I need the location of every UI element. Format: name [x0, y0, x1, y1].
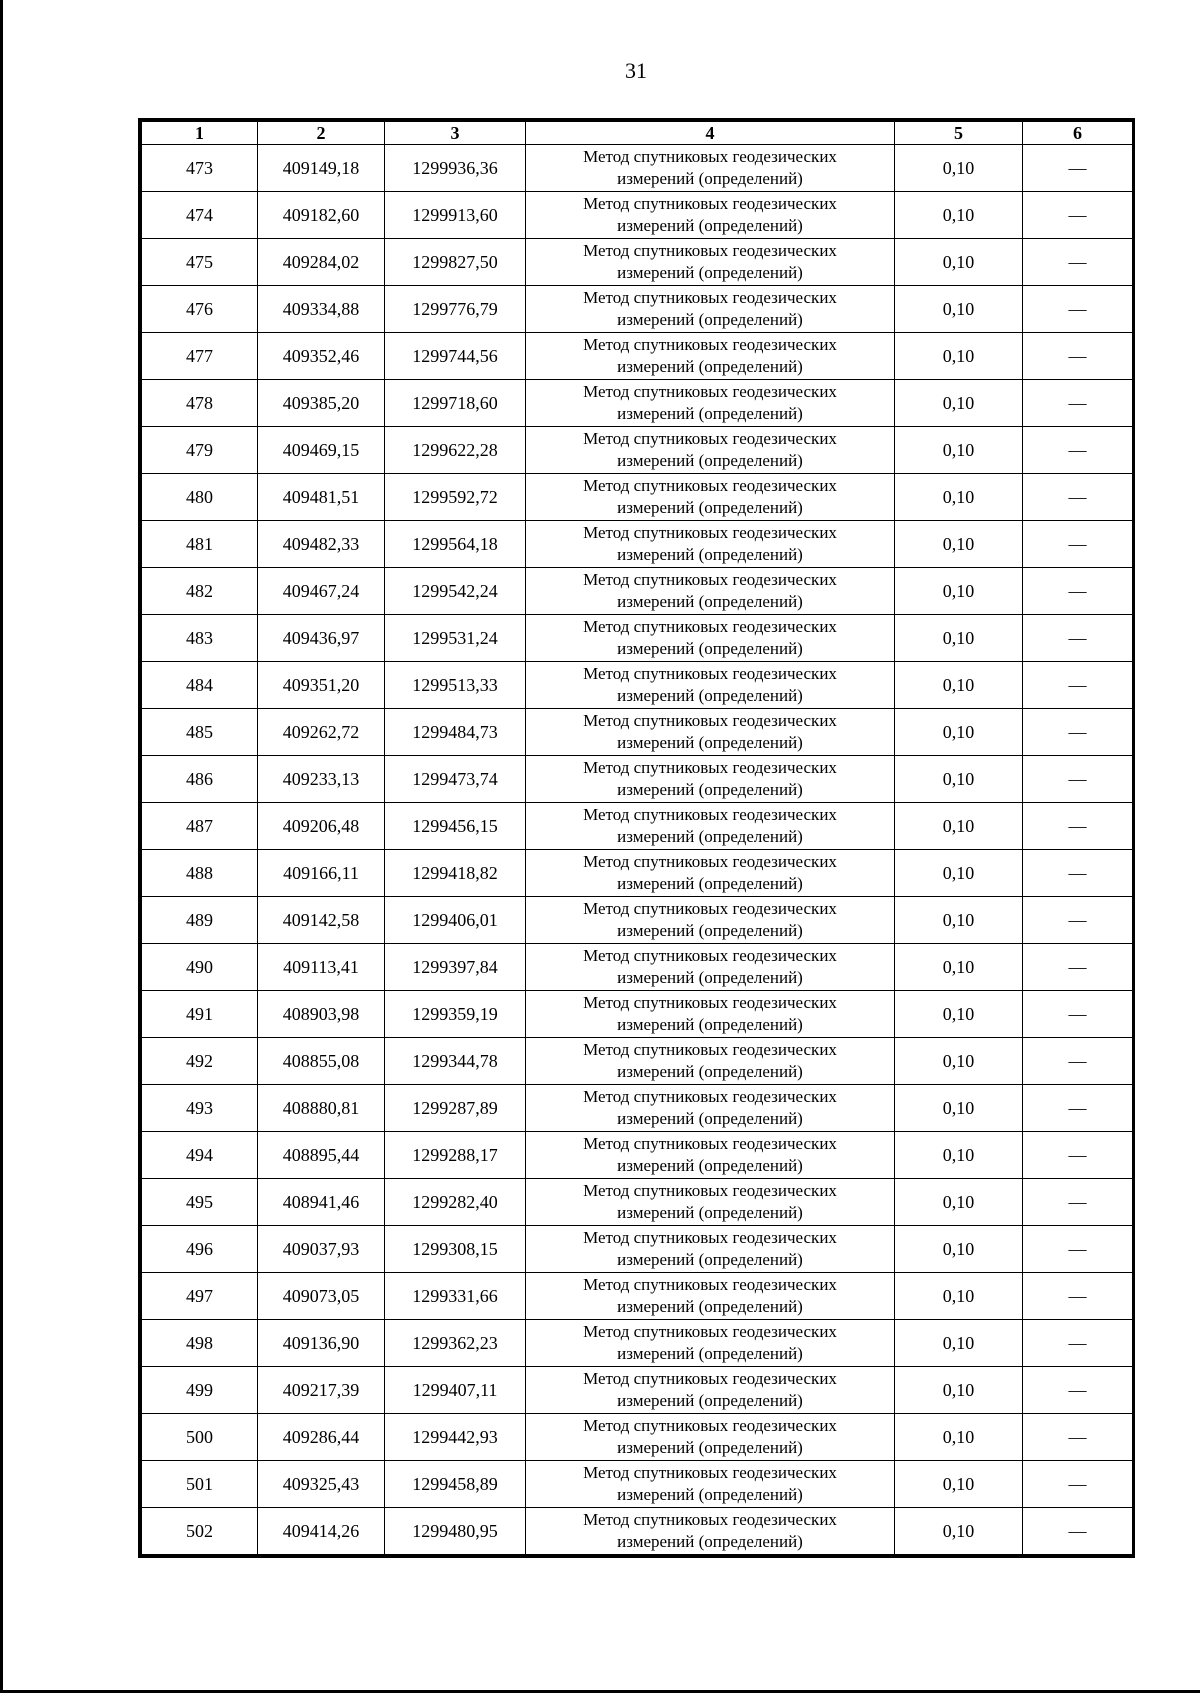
header-cell: 3	[385, 122, 526, 145]
point-number-cell: 501	[142, 1461, 258, 1508]
note-cell: —	[1023, 1038, 1133, 1085]
table-row	[142, 709, 1133, 756]
method-line-1: Метод спутниковых геодезических	[583, 1134, 837, 1153]
method-cell	[526, 380, 895, 427]
accuracy-cell: 0,10	[895, 1226, 1023, 1273]
note-cell: —	[1023, 145, 1133, 192]
accuracy-cell: 0,10	[895, 1461, 1023, 1508]
point-number-cell: 473	[142, 145, 258, 192]
note-cell: —	[1023, 709, 1133, 756]
table-row	[142, 427, 1133, 474]
y-coordinate-cell: 1299542,24	[385, 568, 526, 615]
header-cell: 2	[258, 122, 385, 145]
x-coordinate-cell: 409073,05	[258, 1273, 385, 1320]
accuracy-cell: 0,10	[895, 380, 1023, 427]
x-coordinate-cell: 408880,81	[258, 1085, 385, 1132]
method-line-1: Метод спутниковых геодезических	[583, 1369, 837, 1388]
method-line-2: измерений (определений)	[617, 733, 803, 752]
y-coordinate-cell: 1299592,72	[385, 474, 526, 521]
method-line-1: Метод спутниковых геодезических	[583, 711, 837, 730]
x-coordinate-cell: 409113,41	[258, 944, 385, 991]
note-cell: —	[1023, 474, 1133, 521]
method-cell	[526, 709, 895, 756]
method-line-1: Метод спутниковых геодезических	[583, 523, 837, 542]
x-coordinate-cell: 409284,02	[258, 239, 385, 286]
method-cell	[526, 803, 895, 850]
point-number-cell: 478	[142, 380, 258, 427]
note-cell: —	[1023, 1179, 1133, 1226]
accuracy-cell: 0,10	[895, 662, 1023, 709]
table-row	[142, 850, 1133, 897]
method-cell	[526, 662, 895, 709]
note-cell: —	[1023, 286, 1133, 333]
point-number-cell: 494	[142, 1132, 258, 1179]
method-cell	[526, 239, 895, 286]
accuracy-cell: 0,10	[895, 944, 1023, 991]
y-coordinate-cell: 1299913,60	[385, 192, 526, 239]
note-cell: —	[1023, 1273, 1133, 1320]
coordinates-table	[141, 121, 1133, 1555]
coordinates-table-frame	[138, 118, 1135, 1558]
point-number-cell: 483	[142, 615, 258, 662]
table-row	[142, 1038, 1133, 1085]
note-cell: —	[1023, 1508, 1133, 1555]
method-line-2: измерений (определений)	[617, 310, 803, 329]
method-cell	[526, 944, 895, 991]
table-row	[142, 1367, 1133, 1414]
method-cell	[526, 1461, 895, 1508]
method-line-2: измерений (определений)	[617, 1015, 803, 1034]
method-line-2: измерений (определений)	[617, 169, 803, 188]
point-number-cell: 495	[142, 1179, 258, 1226]
method-line-1: Метод спутниковых геодезических	[583, 241, 837, 260]
method-line-1: Метод спутниковых геодезических	[583, 1181, 837, 1200]
point-number-cell: 486	[142, 756, 258, 803]
point-number-cell: 499	[142, 1367, 258, 1414]
point-number-cell: 496	[142, 1226, 258, 1273]
point-number-cell: 480	[142, 474, 258, 521]
accuracy-cell: 0,10	[895, 239, 1023, 286]
method-line-2: измерений (определений)	[617, 921, 803, 940]
x-coordinate-cell: 409334,88	[258, 286, 385, 333]
note-cell: —	[1023, 427, 1133, 474]
x-coordinate-cell: 408895,44	[258, 1132, 385, 1179]
header-cell: 5	[895, 122, 1023, 145]
method-line-1: Метод спутниковых геодезических	[583, 1416, 837, 1435]
note-cell: —	[1023, 1085, 1133, 1132]
method-line-1: Метод спутниковых геодезических	[583, 617, 837, 636]
y-coordinate-cell: 1299936,36	[385, 145, 526, 192]
table-row	[142, 944, 1133, 991]
method-line-1: Метод спутниковых геодезических	[583, 288, 837, 307]
method-line-2: измерений (определений)	[617, 545, 803, 564]
method-line-2: измерений (определений)	[617, 263, 803, 282]
method-line-1: Метод спутниковых геодезических	[583, 664, 837, 683]
method-line-1: Метод спутниковых геодезических	[583, 993, 837, 1012]
x-coordinate-cell: 408855,08	[258, 1038, 385, 1085]
point-number-cell: 497	[142, 1273, 258, 1320]
method-line-2: измерений (определений)	[617, 639, 803, 658]
y-coordinate-cell: 1299406,01	[385, 897, 526, 944]
x-coordinate-cell: 408903,98	[258, 991, 385, 1038]
method-cell	[526, 1367, 895, 1414]
method-cell	[526, 286, 895, 333]
table-row	[142, 333, 1133, 380]
accuracy-cell: 0,10	[895, 1179, 1023, 1226]
method-line-1: Метод спутниковых геодезических	[583, 1463, 837, 1482]
x-coordinate-cell: 409325,43	[258, 1461, 385, 1508]
method-line-2: измерений (определений)	[617, 1062, 803, 1081]
table-row	[142, 1273, 1133, 1320]
note-cell: —	[1023, 662, 1133, 709]
method-cell	[526, 521, 895, 568]
accuracy-cell: 0,10	[895, 286, 1023, 333]
x-coordinate-cell: 409467,24	[258, 568, 385, 615]
note-cell: —	[1023, 380, 1133, 427]
point-number-cell: 502	[142, 1508, 258, 1555]
method-cell	[526, 1132, 895, 1179]
method-cell	[526, 1179, 895, 1226]
y-coordinate-cell: 1299458,89	[385, 1461, 526, 1508]
method-cell	[526, 897, 895, 944]
table-row	[142, 1508, 1133, 1555]
y-coordinate-cell: 1299776,79	[385, 286, 526, 333]
note-cell: —	[1023, 1414, 1133, 1461]
accuracy-cell: 0,10	[895, 897, 1023, 944]
y-coordinate-cell: 1299397,84	[385, 944, 526, 991]
method-line-2: измерений (определений)	[617, 1109, 803, 1128]
y-coordinate-cell: 1299744,56	[385, 333, 526, 380]
x-coordinate-cell: 409352,46	[258, 333, 385, 380]
point-number-cell: 488	[142, 850, 258, 897]
table-row	[142, 145, 1133, 192]
x-coordinate-cell: 409206,48	[258, 803, 385, 850]
accuracy-cell: 0,10	[895, 1038, 1023, 1085]
point-number-cell: 474	[142, 192, 258, 239]
method-line-2: измерений (определений)	[617, 216, 803, 235]
method-cell	[526, 1508, 895, 1555]
note-cell: —	[1023, 756, 1133, 803]
x-coordinate-cell: 409286,44	[258, 1414, 385, 1461]
method-cell	[526, 756, 895, 803]
method-line-2: измерений (определений)	[617, 1156, 803, 1175]
method-line-2: измерений (определений)	[617, 1250, 803, 1269]
point-number-cell: 481	[142, 521, 258, 568]
accuracy-cell: 0,10	[895, 709, 1023, 756]
accuracy-cell: 0,10	[895, 1367, 1023, 1414]
accuracy-cell: 0,10	[895, 333, 1023, 380]
point-number-cell: 491	[142, 991, 258, 1038]
table-row	[142, 991, 1133, 1038]
table-row	[142, 897, 1133, 944]
x-coordinate-cell: 409182,60	[258, 192, 385, 239]
table-row	[142, 615, 1133, 662]
y-coordinate-cell: 1299288,17	[385, 1132, 526, 1179]
x-coordinate-cell: 409037,93	[258, 1226, 385, 1273]
note-cell: —	[1023, 1461, 1133, 1508]
note-cell: —	[1023, 944, 1133, 991]
note-cell: —	[1023, 1226, 1133, 1273]
y-coordinate-cell: 1299331,66	[385, 1273, 526, 1320]
table-row	[142, 1132, 1133, 1179]
y-coordinate-cell: 1299308,15	[385, 1226, 526, 1273]
scan-edge-left	[0, 0, 3, 1693]
point-number-cell: 498	[142, 1320, 258, 1367]
y-coordinate-cell: 1299282,40	[385, 1179, 526, 1226]
point-number-cell: 476	[142, 286, 258, 333]
point-number-cell: 475	[142, 239, 258, 286]
y-coordinate-cell: 1299531,24	[385, 615, 526, 662]
point-number-cell: 492	[142, 1038, 258, 1085]
accuracy-cell: 0,10	[895, 1320, 1023, 1367]
method-line-1: Метод спутниковых геодезических	[583, 194, 837, 213]
y-coordinate-cell: 1299480,95	[385, 1508, 526, 1555]
method-line-1: Метод спутниковых геодезических	[583, 1510, 837, 1529]
y-coordinate-cell: 1299287,89	[385, 1085, 526, 1132]
method-cell	[526, 1273, 895, 1320]
method-line-1: Метод спутниковых геодезических	[583, 147, 837, 166]
method-line-1: Метод спутниковых геодезических	[583, 899, 837, 918]
x-coordinate-cell: 409217,39	[258, 1367, 385, 1414]
x-coordinate-cell: 408941,46	[258, 1179, 385, 1226]
x-coordinate-cell: 409149,18	[258, 145, 385, 192]
point-number-cell: 484	[142, 662, 258, 709]
note-cell: —	[1023, 1320, 1133, 1367]
header-cell: 1	[142, 122, 258, 145]
method-line-2: измерений (определений)	[617, 1438, 803, 1457]
method-line-2: измерений (определений)	[617, 592, 803, 611]
accuracy-cell: 0,10	[895, 568, 1023, 615]
note-cell: —	[1023, 192, 1133, 239]
point-number-cell: 479	[142, 427, 258, 474]
x-coordinate-cell: 409142,58	[258, 897, 385, 944]
method-cell	[526, 1320, 895, 1367]
method-line-1: Метод спутниковых геодезических	[583, 570, 837, 589]
x-coordinate-cell: 409136,90	[258, 1320, 385, 1367]
x-coordinate-cell: 409233,13	[258, 756, 385, 803]
point-number-cell: 489	[142, 897, 258, 944]
method-line-2: измерений (определений)	[617, 1203, 803, 1222]
header-cell: 4	[526, 122, 895, 145]
table-row	[142, 1085, 1133, 1132]
table-row	[142, 474, 1133, 521]
method-line-2: измерений (определений)	[617, 357, 803, 376]
accuracy-cell: 0,10	[895, 521, 1023, 568]
table-row	[142, 192, 1133, 239]
method-line-2: измерений (определений)	[617, 968, 803, 987]
note-cell: —	[1023, 803, 1133, 850]
table-row	[142, 521, 1133, 568]
x-coordinate-cell: 409385,20	[258, 380, 385, 427]
method-line-1: Метод спутниковых геодезических	[583, 382, 837, 401]
method-line-1: Метод спутниковых геодезических	[583, 1040, 837, 1059]
table-row	[142, 1179, 1133, 1226]
method-line-2: измерений (определений)	[617, 780, 803, 799]
method-line-1: Метод спутниковых геодезических	[583, 335, 837, 354]
point-number-cell: 500	[142, 1414, 258, 1461]
note-cell: —	[1023, 1367, 1133, 1414]
header-cell: 6	[1023, 122, 1133, 145]
note-cell: —	[1023, 521, 1133, 568]
point-number-cell: 485	[142, 709, 258, 756]
table-row	[142, 1320, 1133, 1367]
x-coordinate-cell: 409351,20	[258, 662, 385, 709]
method-cell	[526, 850, 895, 897]
table-row	[142, 803, 1133, 850]
y-coordinate-cell: 1299418,82	[385, 850, 526, 897]
point-number-cell: 482	[142, 568, 258, 615]
table-row	[142, 756, 1133, 803]
method-line-2: измерений (определений)	[617, 498, 803, 517]
method-line-2: измерений (определений)	[617, 874, 803, 893]
x-coordinate-cell: 409436,97	[258, 615, 385, 662]
y-coordinate-cell: 1299484,73	[385, 709, 526, 756]
table-header-row	[142, 122, 1133, 145]
table-body	[142, 145, 1133, 1555]
y-coordinate-cell: 1299362,23	[385, 1320, 526, 1367]
table-row	[142, 568, 1133, 615]
method-line-1: Метод спутниковых геодезических	[583, 946, 837, 965]
accuracy-cell: 0,10	[895, 1414, 1023, 1461]
method-line-1: Метод спутниковых геодезических	[583, 1275, 837, 1294]
y-coordinate-cell: 1299622,28	[385, 427, 526, 474]
method-line-2: измерений (определений)	[617, 1344, 803, 1363]
method-cell	[526, 427, 895, 474]
accuracy-cell: 0,10	[895, 192, 1023, 239]
accuracy-cell: 0,10	[895, 1508, 1023, 1555]
method-line-2: измерений (определений)	[617, 451, 803, 470]
y-coordinate-cell: 1299564,18	[385, 521, 526, 568]
table-row	[142, 662, 1133, 709]
accuracy-cell: 0,10	[895, 427, 1023, 474]
accuracy-cell: 0,10	[895, 803, 1023, 850]
method-line-2: измерений (определений)	[617, 1485, 803, 1504]
method-line-1: Метод спутниковых геодезических	[583, 805, 837, 824]
note-cell: —	[1023, 239, 1133, 286]
method-line-1: Метод спутниковых геодезических	[583, 1228, 837, 1247]
accuracy-cell: 0,10	[895, 1273, 1023, 1320]
point-number-cell: 487	[142, 803, 258, 850]
x-coordinate-cell: 409482,33	[258, 521, 385, 568]
method-line-2: измерений (определений)	[617, 1297, 803, 1316]
table-row	[142, 1461, 1133, 1508]
y-coordinate-cell: 1299344,78	[385, 1038, 526, 1085]
accuracy-cell: 0,10	[895, 615, 1023, 662]
point-number-cell: 490	[142, 944, 258, 991]
x-coordinate-cell: 409414,26	[258, 1508, 385, 1555]
note-cell: —	[1023, 897, 1133, 944]
method-cell	[526, 333, 895, 380]
x-coordinate-cell: 409262,72	[258, 709, 385, 756]
y-coordinate-cell: 1299513,33	[385, 662, 526, 709]
method-line-1: Метод спутниковых геодезических	[583, 429, 837, 448]
accuracy-cell: 0,10	[895, 991, 1023, 1038]
note-cell: —	[1023, 333, 1133, 380]
y-coordinate-cell: 1299718,60	[385, 380, 526, 427]
method-line-2: измерений (определений)	[617, 1532, 803, 1551]
y-coordinate-cell: 1299456,15	[385, 803, 526, 850]
point-number-cell: 477	[142, 333, 258, 380]
note-cell: —	[1023, 615, 1133, 662]
method-line-1: Метод спутниковых геодезических	[583, 476, 837, 495]
note-cell: —	[1023, 1132, 1133, 1179]
accuracy-cell: 0,10	[895, 850, 1023, 897]
note-cell: —	[1023, 991, 1133, 1038]
accuracy-cell: 0,10	[895, 1132, 1023, 1179]
method-line-2: измерений (определений)	[617, 686, 803, 705]
point-number-cell: 493	[142, 1085, 258, 1132]
method-line-2: измерений (определений)	[617, 404, 803, 423]
y-coordinate-cell: 1299407,11	[385, 1367, 526, 1414]
table-row	[142, 239, 1133, 286]
method-cell	[526, 1414, 895, 1461]
method-cell	[526, 474, 895, 521]
table-row	[142, 1226, 1133, 1273]
method-cell	[526, 1085, 895, 1132]
note-cell: —	[1023, 568, 1133, 615]
method-line-1: Метод спутниковых геодезических	[583, 1087, 837, 1106]
accuracy-cell: 0,10	[895, 474, 1023, 521]
y-coordinate-cell: 1299827,50	[385, 239, 526, 286]
accuracy-cell: 0,10	[895, 1085, 1023, 1132]
table-row	[142, 380, 1133, 427]
method-line-1: Метод спутниковых геодезических	[583, 1322, 837, 1341]
x-coordinate-cell: 409481,51	[258, 474, 385, 521]
accuracy-cell: 0,10	[895, 756, 1023, 803]
table-row	[142, 286, 1133, 333]
note-cell: —	[1023, 850, 1133, 897]
x-coordinate-cell: 409469,15	[258, 427, 385, 474]
method-line-2: измерений (определений)	[617, 1391, 803, 1410]
y-coordinate-cell: 1299473,74	[385, 756, 526, 803]
method-line-1: Метод спутниковых геодезических	[583, 758, 837, 777]
accuracy-cell: 0,10	[895, 145, 1023, 192]
method-cell	[526, 991, 895, 1038]
method-line-2: измерений (определений)	[617, 827, 803, 846]
method-cell	[526, 192, 895, 239]
table-row	[142, 1414, 1133, 1461]
page-number: 31	[625, 58, 647, 83]
y-coordinate-cell: 1299442,93	[385, 1414, 526, 1461]
x-coordinate-cell: 409166,11	[258, 850, 385, 897]
y-coordinate-cell: 1299359,19	[385, 991, 526, 1038]
method-cell	[526, 615, 895, 662]
method-line-1: Метод спутниковых геодезических	[583, 852, 837, 871]
method-cell	[526, 1226, 895, 1273]
method-cell	[526, 145, 895, 192]
method-cell	[526, 568, 895, 615]
method-cell	[526, 1038, 895, 1085]
